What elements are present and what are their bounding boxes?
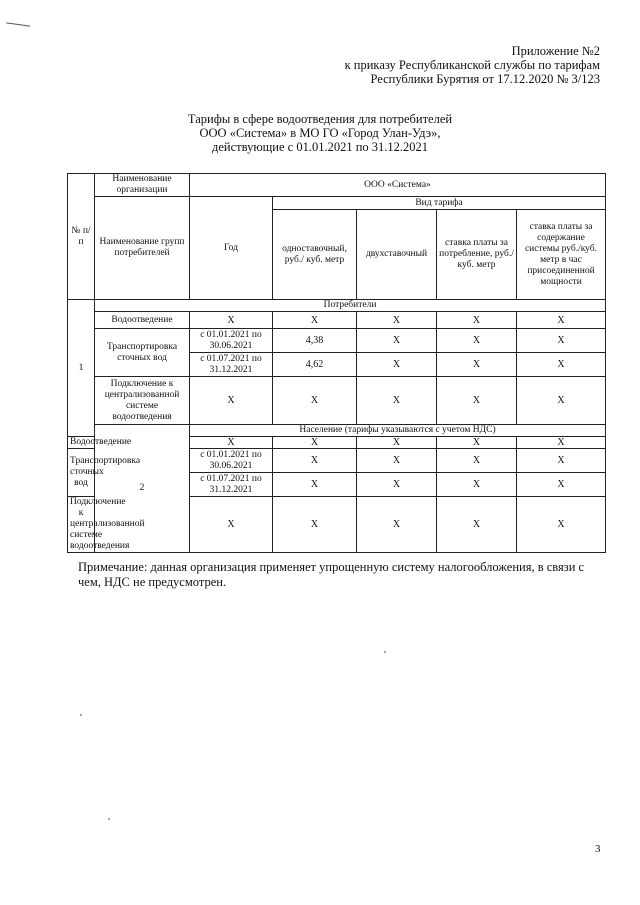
- num-header: № п/п: [68, 174, 95, 300]
- year-cell: с 01.01.2021 по 30.06.2021: [190, 449, 273, 473]
- tariff-col-header: одноставочный, руб./ куб. метр: [273, 210, 357, 300]
- value-cell: 4,62: [273, 353, 357, 377]
- value-cell: Х: [357, 449, 437, 473]
- year-cell: Х: [190, 497, 273, 553]
- value-cell: Х: [357, 497, 437, 553]
- table-row: [68, 425, 606, 437]
- value-cell: Х: [517, 449, 606, 473]
- year-header: Год: [190, 197, 273, 300]
- scan-mark: [6, 22, 30, 28]
- value-cell: Х: [517, 497, 606, 553]
- title-line: Тарифы в сфере водоотведения для потребителей: [187, 112, 453, 126]
- value-cell: 4,38: [273, 329, 357, 353]
- year-cell: с 01.01.2021 по 30.06.2021: [190, 329, 273, 353]
- value-cell: Х: [273, 473, 357, 497]
- scan-speck: [108, 818, 110, 820]
- year-cell: с 01.07.2021 по 31.12.2021: [190, 353, 273, 377]
- value-cell: Х: [357, 377, 437, 425]
- value-cell: Х: [357, 473, 437, 497]
- year-cell: с 01.07.2021 по 31.12.2021: [190, 473, 273, 497]
- document-title: [0, 112, 640, 154]
- group-label: Водоотведение: [68, 437, 95, 449]
- appendix-line: Республики Бурятия от 17.12.2020 № 3/123: [370, 72, 600, 86]
- value-cell: Х: [517, 437, 606, 449]
- value-cell: Х: [517, 377, 606, 425]
- table-row: [68, 312, 606, 329]
- value-cell: Х: [273, 449, 357, 473]
- group-label: Водоотведение: [95, 312, 190, 329]
- table-row: [68, 377, 606, 425]
- value-cell: Х: [437, 377, 517, 425]
- value-cell: Х: [357, 353, 437, 377]
- group-label: Транспортировка сточных вод: [68, 449, 95, 497]
- value-cell: Х: [273, 497, 357, 553]
- page-number: 3: [595, 843, 601, 855]
- value-cell: Х: [517, 312, 606, 329]
- value-cell: Х: [357, 437, 437, 449]
- value-cell: Х: [437, 437, 517, 449]
- value-cell: Х: [273, 312, 357, 329]
- value-cell: Х: [437, 497, 517, 553]
- org-name-header: Наименование организации: [95, 174, 190, 197]
- title-line: ООО «Система» в МО ГО «Город Улан-Удэ»,: [199, 126, 441, 140]
- tariff-table: [67, 173, 606, 553]
- group-label: Подключение к централизованной системе водоотведения: [95, 377, 190, 425]
- scan-speck: [80, 714, 82, 716]
- table-row: [68, 329, 606, 353]
- group-header: Наименование групп потребителей: [95, 197, 190, 300]
- scan-speck: [384, 651, 386, 653]
- org-name: ООО «Система»: [190, 174, 606, 197]
- row-number: 2: [95, 425, 190, 553]
- value-cell: Х: [517, 473, 606, 497]
- value-cell: Х: [437, 353, 517, 377]
- footnote: Примечание: данная организация применяет упрощенную систему налогообложения, в связи с чем, НДС не предусмотрен.: [78, 560, 585, 589]
- value-cell: Х: [437, 329, 517, 353]
- year-cell: Х: [190, 312, 273, 329]
- tariff-kind-header: Вид тарифа: [273, 197, 606, 210]
- table-row: [68, 197, 606, 210]
- appendix-line: Приложение №2: [511, 44, 600, 58]
- value-cell: Х: [357, 312, 437, 329]
- value-cell: Х: [437, 473, 517, 497]
- tariff-col-header: двухставочный: [357, 210, 437, 300]
- value-cell: Х: [437, 449, 517, 473]
- value-cell: Х: [517, 329, 606, 353]
- year-cell: Х: [190, 377, 273, 425]
- table-row: [68, 174, 606, 197]
- value-cell: Х: [273, 437, 357, 449]
- row-number: 1: [68, 300, 95, 437]
- section-title: Население (тарифы указываются с учетом НДС): [190, 425, 606, 437]
- group-label: Транспортировка сточных вод: [95, 329, 190, 377]
- year-cell: Х: [190, 437, 273, 449]
- value-cell: Х: [437, 312, 517, 329]
- tariff-col-header: ставка платы за потребление, руб./ куб. метр: [437, 210, 517, 300]
- appendix-line: к приказу Республиканской службы по тарифам: [344, 58, 600, 72]
- section-title: Потребители: [95, 300, 606, 312]
- tariff-col-header: ставка платы за содержание системы руб./куб. метр в час присоединенной мощности: [517, 210, 606, 300]
- value-cell: Х: [517, 353, 606, 377]
- value-cell: Х: [357, 329, 437, 353]
- value-cell: Х: [273, 377, 357, 425]
- table-row: [68, 300, 606, 312]
- appendix-header: [345, 44, 600, 86]
- group-label: Подключение к централизованной системе водоотведения: [68, 497, 95, 553]
- title-line: действующие с 01.01.2021 по 31.12.2021: [211, 140, 429, 154]
